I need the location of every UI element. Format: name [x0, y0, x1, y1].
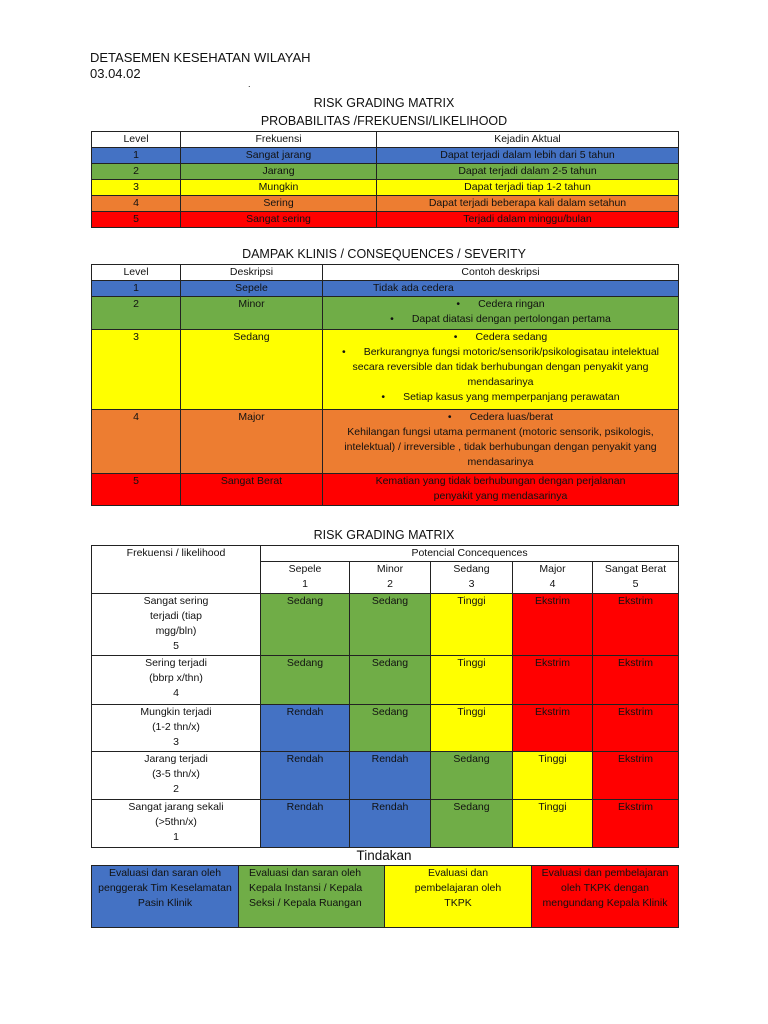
prob-actual: Dapat terjadi dalam 2-5 tahun	[377, 164, 679, 180]
likelihood-label: Sangat sering terjadi (tiap mgg/bln) 5	[92, 594, 261, 656]
prob-freq: Jarang	[181, 164, 377, 180]
risk-cell: Ekstrim	[593, 656, 679, 705]
matrix-title: RISK GRADING MATRIX	[313, 528, 455, 542]
prob-level: 2	[92, 164, 181, 180]
probability-table	[91, 131, 679, 228]
likelihood-label: Sangat jarang sekali (>5thn/x) 1	[92, 800, 261, 848]
action-cell: Evaluasi dan pembelajaran oleh TKPK dengan mengundang Kepala Klinik	[532, 866, 679, 928]
risk-cell: Sedang	[261, 656, 350, 705]
prob-actual: Dapat terjadi beberapa kali dalam setahun	[377, 196, 679, 212]
severity-title: DAMPAK KLINIS / CONSEQUENCES / SEVERITY	[242, 247, 526, 261]
sev-example	[323, 330, 679, 410]
sev-bullet: • Cedera luas/berat	[326, 410, 675, 425]
sev-text: Kehilangan fungsi utama permanent (motoric sensorik, psikologis, intelektual) / irreversible , tidak berhubungan dengan penyakit yang mendasarinya	[344, 426, 657, 468]
sev-bullet: • Setiap kasus yang memperpanjang perawatan	[326, 390, 675, 405]
risk-cell: Ekstrim	[513, 705, 593, 752]
risk-cell: Ekstrim	[513, 656, 593, 705]
prob-freq: Mungkin	[181, 180, 377, 196]
sev-desc: Major	[181, 410, 323, 474]
risk-cell: Sedang	[261, 594, 350, 656]
prob-actual: Dapat terjadi dalam lebih dari 5 tahun	[377, 148, 679, 164]
risk-cell: Tinggi	[513, 800, 593, 848]
risk-cell: Sedang	[350, 656, 431, 705]
risk-cell: Tinggi	[513, 752, 593, 800]
likelihood-label: Jarang terjadi (3-5 thn/x) 2	[92, 752, 261, 800]
prob-level: 5	[92, 212, 181, 228]
matrix-row	[92, 656, 679, 705]
sev-level: 5	[92, 474, 181, 506]
risk-cell: Rendah	[350, 800, 431, 848]
matrix-group-header: Potencial Concequences	[261, 546, 679, 562]
risk-cell: Tinggi	[431, 594, 513, 656]
risk-cell: Sedang	[350, 705, 431, 752]
sev-example	[323, 410, 679, 474]
sev-level: 4	[92, 410, 181, 474]
risk-cell: Tinggi	[431, 656, 513, 705]
actions-title: Tindakan	[356, 848, 412, 863]
sev-col-level: Level	[92, 265, 181, 281]
prob-freq: Sangat jarang	[181, 148, 377, 164]
action-cell: Evaluasi dan pembelajaran oleh TKPK	[385, 866, 532, 928]
sev-example	[323, 297, 679, 330]
risk-cell: Ekstrim	[593, 705, 679, 752]
actions-table	[91, 865, 679, 928]
prob-actual: Dapat terjadi tiap 1-2 tahun	[377, 180, 679, 196]
risk-cell: Sedang	[350, 594, 431, 656]
sev-level: 2	[92, 297, 181, 330]
matrix-row	[92, 800, 679, 848]
prob-freq: Sangat sering	[181, 212, 377, 228]
risk-cell: Sedang	[431, 752, 513, 800]
prob-row	[92, 148, 679, 164]
consequence-header: Sedang 3	[431, 562, 513, 594]
matrix-row	[92, 705, 679, 752]
risk-cell: Rendah	[350, 752, 431, 800]
risk-cell: Rendah	[261, 752, 350, 800]
consequence-header: Sepele 1	[261, 562, 350, 594]
risk-cell: Ekstrim	[593, 752, 679, 800]
sev-example: Tidak ada cedera	[323, 281, 679, 297]
prob-col-actual: Kejadin Aktual	[377, 132, 679, 148]
consequence-header: Minor 2	[350, 562, 431, 594]
sev-row	[92, 297, 679, 330]
prob-level: 1	[92, 148, 181, 164]
risk-cell: Tinggi	[431, 705, 513, 752]
sev-col-desc: Deskripsi	[181, 265, 323, 281]
sev-example: Kematian yang tidak berhubungan dengan perjalanan penyakit yang mendasarinya	[323, 474, 679, 506]
action-cell: Evaluasi dan saran oleh penggerak Tim Keselamatan Pasin Klinik	[92, 866, 239, 928]
org-name: DETASEMEN KESEHATAN WILAYAH	[90, 50, 311, 65]
prob-level: 4	[92, 196, 181, 212]
severity-table	[91, 264, 679, 506]
prob-row	[92, 164, 679, 180]
prob-row	[92, 180, 679, 196]
prob-col-level: Level	[92, 132, 181, 148]
action-cell: Evaluasi dan saran oleh Kepala Instansi / Kepala Seksi / Kepala Ruangan	[239, 866, 385, 928]
sev-bullet: • Cedera ringan	[326, 297, 675, 312]
matrix-corner: Frekuensi / likelihood	[92, 546, 261, 594]
sev-bullet: • Berkurangnya fungsi motoric/sensorik/psikologisatau intelektual secara reversible dan tidak berhubungan dengan penyakit yang mendasarinya	[326, 345, 675, 390]
likelihood-label: Mungkin terjadi (1-2 thn/x) 3	[92, 705, 261, 752]
risk-cell: Ekstrim	[593, 800, 679, 848]
likelihood-label: Sering terjadi (bbrp x/thn) 4	[92, 656, 261, 705]
org-code: 03.04.02	[90, 66, 141, 81]
prob-row	[92, 196, 679, 212]
sev-col-example: Contoh deskripsi	[323, 265, 679, 281]
prob-freq: Sering	[181, 196, 377, 212]
stray-mark: .	[248, 79, 251, 89]
matrix-row	[92, 752, 679, 800]
sev-bullet: • Dapat diatasi dengan pertolongan pertama	[326, 312, 675, 327]
matrix-row	[92, 594, 679, 656]
risk-cell: Rendah	[261, 800, 350, 848]
sev-row	[92, 281, 679, 297]
risk-cell: Sedang	[431, 800, 513, 848]
risk-cell: Ekstrim	[593, 594, 679, 656]
sev-desc: Minor	[181, 297, 323, 330]
prob-level: 3	[92, 180, 181, 196]
probability-subtitle: PROBABILITAS /FREKUENSI/LIKELIHOOD	[260, 114, 508, 128]
consequence-header: Major 4	[513, 562, 593, 594]
risk-cell: Ekstrim	[513, 594, 593, 656]
risk-matrix-table	[91, 545, 679, 848]
prob-row	[92, 212, 679, 228]
sev-desc: Sepele	[181, 281, 323, 297]
sev-row	[92, 330, 679, 410]
sev-desc: Sangat Berat	[181, 474, 323, 506]
prob-col-freq: Frekuensi	[181, 132, 377, 148]
prob-actual: Terjadi dalam minggu/bulan	[377, 212, 679, 228]
risk-cell: Rendah	[261, 705, 350, 752]
consequence-header: Sangat Berat 5	[593, 562, 679, 594]
sev-row	[92, 474, 679, 506]
sev-bullet: • Cedera sedang	[326, 330, 675, 345]
sev-row	[92, 410, 679, 474]
probability-title: RISK GRADING MATRIX	[313, 96, 455, 110]
sev-level: 1	[92, 281, 181, 297]
sev-level: 3	[92, 330, 181, 410]
sev-desc: Sedang	[181, 330, 323, 410]
